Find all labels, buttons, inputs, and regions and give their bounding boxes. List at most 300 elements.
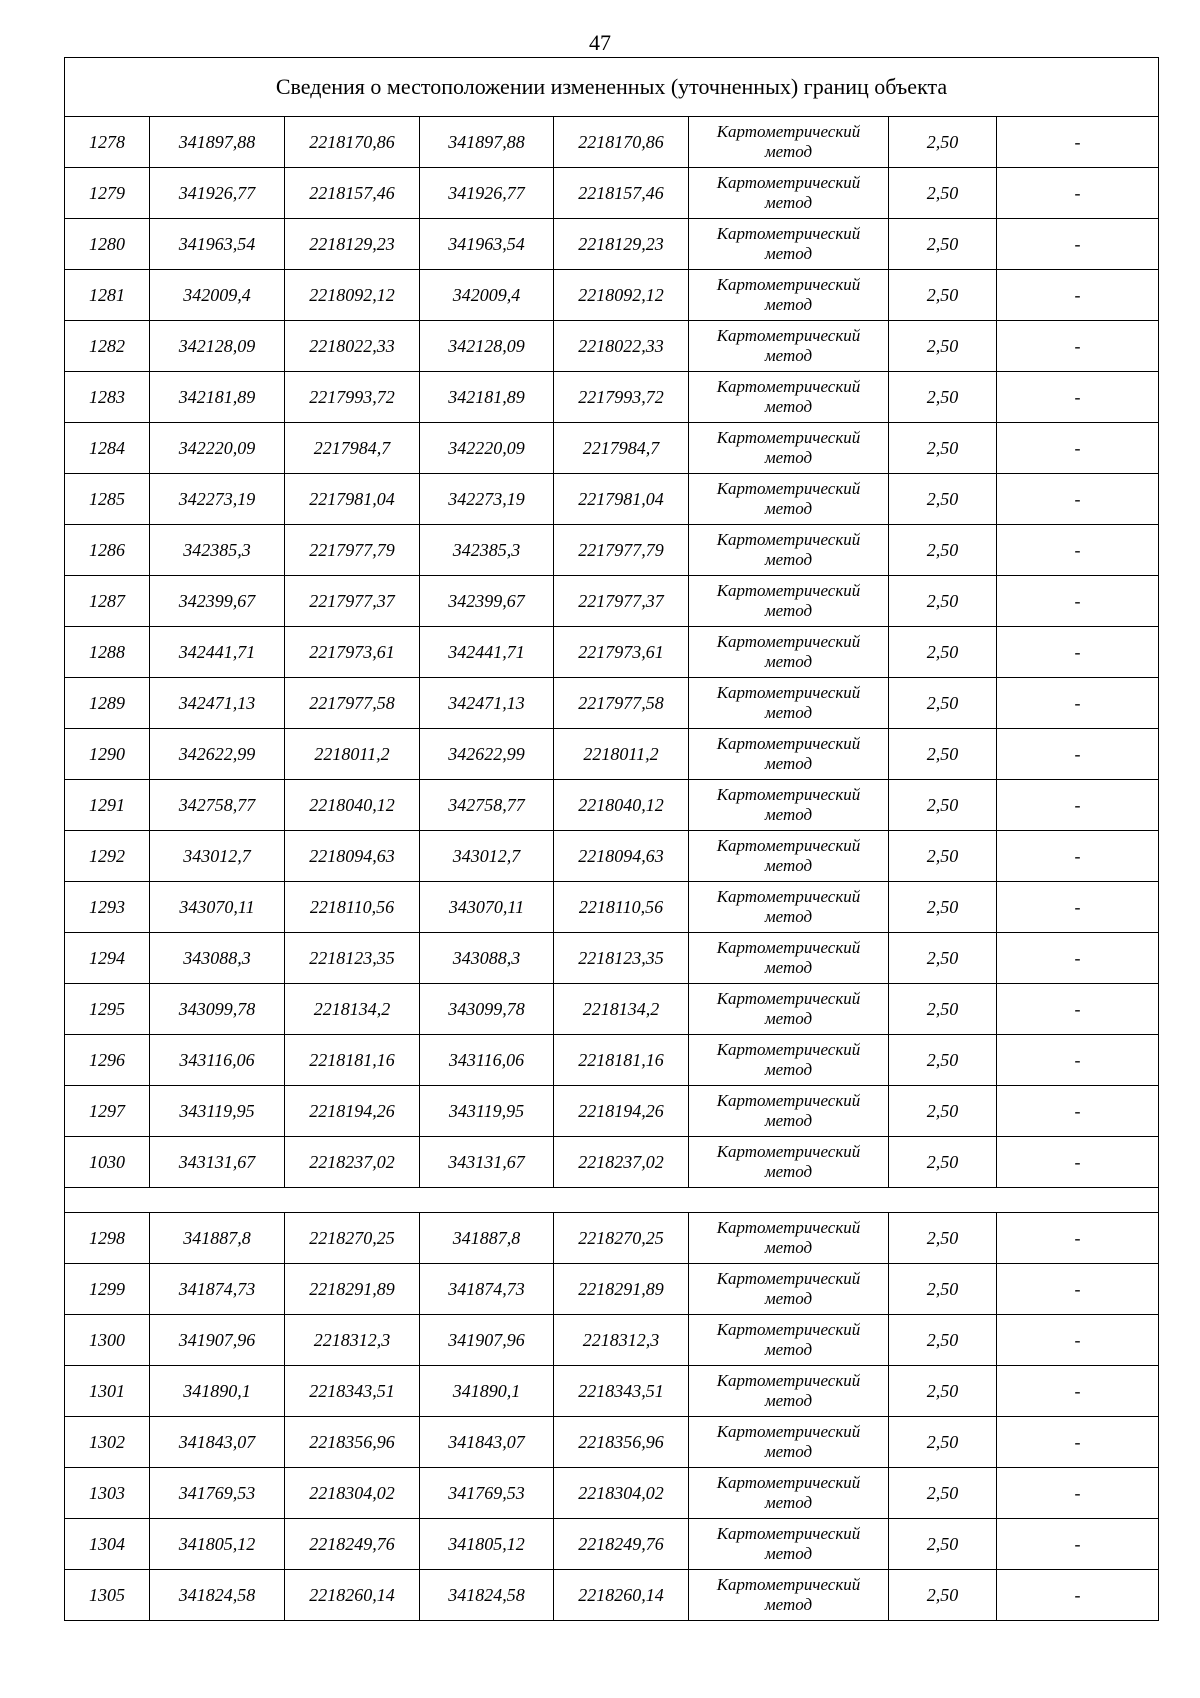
method-line-1: Картометрический (716, 122, 861, 141)
method-line-1: Картометрический (716, 428, 861, 447)
method-line-1: Картометрический (716, 989, 861, 1008)
method-line-2: метод (764, 193, 813, 212)
method-line-2: метод (764, 1060, 813, 1079)
existing-x-cell: 342009,4 (150, 270, 285, 321)
existing-x-cell: 343088,3 (150, 933, 285, 984)
refined-y-cell: 2218123,35 (554, 933, 689, 984)
existing-y-cell: 2218157,46 (285, 168, 420, 219)
existing-x-cell: 341887,8 (150, 1213, 285, 1264)
point-number-cell: 1289 (65, 678, 150, 729)
table-row (65, 1264, 1159, 1315)
existing-y-cell: 2218356,96 (285, 1417, 420, 1468)
refined-x-cell: 342181,89 (420, 372, 554, 423)
method-line-1: Картометрический (716, 1575, 861, 1594)
note-cell: - (997, 270, 1159, 321)
table-row (65, 933, 1159, 984)
refined-x-cell: 342441,71 (420, 627, 554, 678)
point-number-cell: 1290 (65, 729, 150, 780)
method-cell (689, 1468, 889, 1519)
method-line-2: метод (764, 142, 813, 161)
method-line-1: Картометрический (716, 887, 861, 906)
refined-x-cell: 342385,3 (420, 525, 554, 576)
method-cell (689, 831, 889, 882)
refined-x-cell: 343131,67 (420, 1137, 554, 1188)
group-separator-cell (65, 1188, 1159, 1213)
method-cell (689, 117, 889, 168)
note-cell: - (997, 831, 1159, 882)
method-cell (689, 1035, 889, 1086)
refined-x-cell: 342220,09 (420, 423, 554, 474)
table-row (65, 831, 1159, 882)
point-number-cell: 1030 (65, 1137, 150, 1188)
note-cell: - (997, 627, 1159, 678)
point-number-cell: 1286 (65, 525, 150, 576)
method-line-2: метод (764, 601, 813, 620)
refined-y-cell: 2218157,46 (554, 168, 689, 219)
note-cell: - (997, 780, 1159, 831)
refined-x-cell: 341887,8 (420, 1213, 554, 1264)
method-line-2: метод (764, 805, 813, 824)
boundary-table-container (64, 57, 1158, 1621)
method-line-2: метод (764, 1162, 813, 1181)
refined-y-cell: 2218092,12 (554, 270, 689, 321)
point-number-cell: 1287 (65, 576, 150, 627)
table-row (65, 219, 1159, 270)
existing-x-cell: 341890,1 (150, 1366, 285, 1417)
method-line-1: Картометрический (716, 1142, 861, 1161)
existing-x-cell: 342622,99 (150, 729, 285, 780)
accuracy-cell: 2,50 (889, 576, 997, 627)
accuracy-cell: 2,50 (889, 270, 997, 321)
method-line-2: метод (764, 703, 813, 722)
method-line-2: метод (764, 856, 813, 875)
method-line-2: метод (764, 550, 813, 569)
method-line-2: метод (764, 1493, 813, 1512)
method-cell (689, 780, 889, 831)
method-cell (689, 729, 889, 780)
point-number-cell: 1297 (65, 1086, 150, 1137)
table-title-row (65, 58, 1159, 117)
table-row (65, 1315, 1159, 1366)
point-number-cell: 1298 (65, 1213, 150, 1264)
method-cell (689, 627, 889, 678)
accuracy-cell: 2,50 (889, 321, 997, 372)
refined-y-cell: 2218170,86 (554, 117, 689, 168)
table-row (65, 1519, 1159, 1570)
refined-y-cell: 2218022,33 (554, 321, 689, 372)
existing-y-cell: 2217977,58 (285, 678, 420, 729)
existing-x-cell: 343012,7 (150, 831, 285, 882)
existing-y-cell: 2217981,04 (285, 474, 420, 525)
method-line-1: Картометрический (716, 1218, 861, 1237)
note-cell: - (997, 117, 1159, 168)
point-number-cell: 1296 (65, 1035, 150, 1086)
table-row (65, 372, 1159, 423)
existing-y-cell: 2217993,72 (285, 372, 420, 423)
refined-y-cell: 2218356,96 (554, 1417, 689, 1468)
point-number-cell: 1282 (65, 321, 150, 372)
method-line-2: метод (764, 1595, 813, 1614)
existing-y-cell: 2218123,35 (285, 933, 420, 984)
refined-y-cell: 2218194,26 (554, 1086, 689, 1137)
note-cell: - (997, 1035, 1159, 1086)
point-number-cell: 1280 (65, 219, 150, 270)
table-row (65, 525, 1159, 576)
note-cell: - (997, 1570, 1159, 1621)
method-cell (689, 933, 889, 984)
method-cell (689, 882, 889, 933)
refined-y-cell: 2218260,14 (554, 1570, 689, 1621)
refined-x-cell: 343012,7 (420, 831, 554, 882)
existing-y-cell: 2218040,12 (285, 780, 420, 831)
point-number-cell: 1295 (65, 984, 150, 1035)
accuracy-cell: 2,50 (889, 627, 997, 678)
refined-y-cell: 2218094,63 (554, 831, 689, 882)
existing-y-cell: 2218304,02 (285, 1468, 420, 1519)
method-line-2: метод (764, 652, 813, 671)
existing-y-cell: 2218170,86 (285, 117, 420, 168)
method-cell (689, 372, 889, 423)
method-line-1: Картометрический (716, 173, 861, 192)
table-row (65, 1417, 1159, 1468)
accuracy-cell: 2,50 (889, 372, 997, 423)
table-row (65, 984, 1159, 1035)
refined-y-cell: 2218011,2 (554, 729, 689, 780)
point-number-cell: 1302 (65, 1417, 150, 1468)
refined-x-cell: 343070,11 (420, 882, 554, 933)
method-cell (689, 1366, 889, 1417)
table-row (65, 780, 1159, 831)
method-cell (689, 321, 889, 372)
method-line-2: метод (764, 1442, 813, 1461)
accuracy-cell: 2,50 (889, 1213, 997, 1264)
point-number-cell: 1292 (65, 831, 150, 882)
table-row (65, 1213, 1159, 1264)
method-line-2: метод (764, 295, 813, 314)
existing-x-cell: 341963,54 (150, 219, 285, 270)
refined-x-cell: 341890,1 (420, 1366, 554, 1417)
method-line-1: Картометрический (716, 1320, 861, 1339)
existing-x-cell: 342441,71 (150, 627, 285, 678)
method-line-1: Картометрический (716, 1091, 861, 1110)
point-number-cell: 1279 (65, 168, 150, 219)
method-cell (689, 1315, 889, 1366)
refined-y-cell: 2218304,02 (554, 1468, 689, 1519)
method-cell (689, 525, 889, 576)
accuracy-cell: 2,50 (889, 678, 997, 729)
note-cell: - (997, 1417, 1159, 1468)
accuracy-cell: 2,50 (889, 933, 997, 984)
note-cell: - (997, 423, 1159, 474)
note-cell: - (997, 1086, 1159, 1137)
method-line-1: Картометрический (716, 836, 861, 855)
existing-x-cell: 342181,89 (150, 372, 285, 423)
note-cell: - (997, 474, 1159, 525)
note-cell: - (997, 321, 1159, 372)
accuracy-cell: 2,50 (889, 423, 997, 474)
method-cell (689, 423, 889, 474)
method-line-1: Картометрический (716, 530, 861, 549)
group-separator-row (65, 1188, 1159, 1213)
refined-x-cell: 342399,67 (420, 576, 554, 627)
refined-y-cell: 2218237,02 (554, 1137, 689, 1188)
accuracy-cell: 2,50 (889, 1086, 997, 1137)
method-cell (689, 576, 889, 627)
point-number-cell: 1299 (65, 1264, 150, 1315)
method-line-1: Картометрический (716, 1422, 861, 1441)
method-line-2: метод (764, 1111, 813, 1130)
refined-y-cell: 2218312,3 (554, 1315, 689, 1366)
existing-x-cell: 343070,11 (150, 882, 285, 933)
method-cell (689, 1570, 889, 1621)
accuracy-cell: 2,50 (889, 1570, 997, 1621)
refined-x-cell: 341897,88 (420, 117, 554, 168)
method-line-1: Картометрический (716, 1524, 861, 1543)
table-row (65, 1366, 1159, 1417)
table-row (65, 678, 1159, 729)
existing-y-cell: 2217977,79 (285, 525, 420, 576)
existing-y-cell: 2218291,89 (285, 1264, 420, 1315)
refined-x-cell: 342758,77 (420, 780, 554, 831)
note-cell: - (997, 729, 1159, 780)
existing-x-cell: 342758,77 (150, 780, 285, 831)
refined-y-cell: 2218129,23 (554, 219, 689, 270)
method-cell (689, 219, 889, 270)
accuracy-cell: 2,50 (889, 1468, 997, 1519)
existing-x-cell: 341897,88 (150, 117, 285, 168)
method-line-2: метод (764, 907, 813, 926)
existing-y-cell: 2218134,2 (285, 984, 420, 1035)
refined-y-cell: 2217981,04 (554, 474, 689, 525)
note-cell: - (997, 933, 1159, 984)
method-cell (689, 1137, 889, 1188)
method-line-2: метод (764, 1009, 813, 1028)
table-row (65, 1137, 1159, 1188)
note-cell: - (997, 984, 1159, 1035)
refined-x-cell: 341874,73 (420, 1264, 554, 1315)
table-title: Сведения о местоположении измененных (уточненных) границ объекта (65, 58, 1159, 117)
refined-x-cell: 342622,99 (420, 729, 554, 780)
note-cell: - (997, 525, 1159, 576)
existing-x-cell: 342399,67 (150, 576, 285, 627)
existing-x-cell: 342128,09 (150, 321, 285, 372)
method-line-1: Картометрический (716, 683, 861, 702)
method-line-1: Картометрический (716, 1473, 861, 1492)
point-number-cell: 1284 (65, 423, 150, 474)
method-line-2: метод (764, 958, 813, 977)
point-number-cell: 1293 (65, 882, 150, 933)
accuracy-cell: 2,50 (889, 117, 997, 168)
existing-x-cell: 342220,09 (150, 423, 285, 474)
refined-x-cell: 341805,12 (420, 1519, 554, 1570)
refined-y-cell: 2217973,61 (554, 627, 689, 678)
note-cell: - (997, 168, 1159, 219)
table-row (65, 882, 1159, 933)
point-number-cell: 1294 (65, 933, 150, 984)
point-number-cell: 1301 (65, 1366, 150, 1417)
accuracy-cell: 2,50 (889, 525, 997, 576)
refined-x-cell: 342471,13 (420, 678, 554, 729)
accuracy-cell: 2,50 (889, 219, 997, 270)
refined-x-cell: 343116,06 (420, 1035, 554, 1086)
table-row (65, 423, 1159, 474)
refined-y-cell: 2217984,7 (554, 423, 689, 474)
method-cell (689, 474, 889, 525)
refined-y-cell: 2218181,16 (554, 1035, 689, 1086)
existing-x-cell: 341805,12 (150, 1519, 285, 1570)
method-line-1: Картометрический (716, 224, 861, 243)
existing-x-cell: 341769,53 (150, 1468, 285, 1519)
method-line-2: метод (764, 499, 813, 518)
table-row (65, 1468, 1159, 1519)
method-line-1: Картометрический (716, 1371, 861, 1390)
point-number-cell: 1303 (65, 1468, 150, 1519)
accuracy-cell: 2,50 (889, 1366, 997, 1417)
refined-x-cell: 342009,4 (420, 270, 554, 321)
point-number-cell: 1281 (65, 270, 150, 321)
method-line-2: метод (764, 1289, 813, 1308)
method-cell (689, 984, 889, 1035)
existing-y-cell: 2217973,61 (285, 627, 420, 678)
method-line-2: метод (764, 1391, 813, 1410)
method-cell (689, 678, 889, 729)
refined-x-cell: 341963,54 (420, 219, 554, 270)
refined-y-cell: 2217977,79 (554, 525, 689, 576)
refined-x-cell: 341769,53 (420, 1468, 554, 1519)
table-row (65, 1086, 1159, 1137)
existing-y-cell: 2218270,25 (285, 1213, 420, 1264)
accuracy-cell: 2,50 (889, 831, 997, 882)
note-cell: - (997, 1213, 1159, 1264)
method-line-2: метод (764, 1544, 813, 1563)
method-line-1: Картометрический (716, 632, 861, 651)
note-cell: - (997, 1468, 1159, 1519)
method-line-2: метод (764, 244, 813, 263)
method-line-2: метод (764, 448, 813, 467)
refined-y-cell: 2218110,56 (554, 882, 689, 933)
existing-y-cell: 2217984,7 (285, 423, 420, 474)
refined-y-cell: 2218040,12 (554, 780, 689, 831)
accuracy-cell: 2,50 (889, 1137, 997, 1188)
refined-y-cell: 2218134,2 (554, 984, 689, 1035)
refined-x-cell: 342128,09 (420, 321, 554, 372)
method-cell (689, 1264, 889, 1315)
existing-y-cell: 2218343,51 (285, 1366, 420, 1417)
existing-y-cell: 2218110,56 (285, 882, 420, 933)
refined-y-cell: 2218249,76 (554, 1519, 689, 1570)
accuracy-cell: 2,50 (889, 1417, 997, 1468)
table-row (65, 321, 1159, 372)
refined-x-cell: 343088,3 (420, 933, 554, 984)
method-cell (689, 1086, 889, 1137)
existing-x-cell: 341874,73 (150, 1264, 285, 1315)
method-line-1: Картометрический (716, 479, 861, 498)
existing-x-cell: 343119,95 (150, 1086, 285, 1137)
point-number-cell: 1305 (65, 1570, 150, 1621)
refined-y-cell: 2218270,25 (554, 1213, 689, 1264)
existing-y-cell: 2218011,2 (285, 729, 420, 780)
table-row (65, 627, 1159, 678)
refined-x-cell: 342273,19 (420, 474, 554, 525)
table-row (65, 1035, 1159, 1086)
existing-y-cell: 2218129,23 (285, 219, 420, 270)
existing-y-cell: 2217977,37 (285, 576, 420, 627)
refined-x-cell: 341824,58 (420, 1570, 554, 1621)
method-line-2: метод (764, 754, 813, 773)
table-row (65, 576, 1159, 627)
refined-x-cell: 341843,07 (420, 1417, 554, 1468)
existing-x-cell: 341843,07 (150, 1417, 285, 1468)
method-line-1: Картометрический (716, 1040, 861, 1059)
accuracy-cell: 2,50 (889, 729, 997, 780)
accuracy-cell: 2,50 (889, 882, 997, 933)
refined-x-cell: 343099,78 (420, 984, 554, 1035)
accuracy-cell: 2,50 (889, 1264, 997, 1315)
accuracy-cell: 2,50 (889, 168, 997, 219)
refined-y-cell: 2217977,37 (554, 576, 689, 627)
existing-x-cell: 342273,19 (150, 474, 285, 525)
point-number-cell: 1283 (65, 372, 150, 423)
accuracy-cell: 2,50 (889, 1035, 997, 1086)
page-number: 47 (589, 30, 611, 55)
method-line-1: Картометрический (716, 275, 861, 294)
method-line-1: Картометрический (716, 581, 861, 600)
method-line-1: Картометрический (716, 326, 861, 345)
accuracy-cell: 2,50 (889, 780, 997, 831)
accuracy-cell: 2,50 (889, 474, 997, 525)
method-cell (689, 1519, 889, 1570)
existing-y-cell: 2218249,76 (285, 1519, 420, 1570)
point-number-cell: 1288 (65, 627, 150, 678)
existing-y-cell: 2218260,14 (285, 1570, 420, 1621)
existing-x-cell: 343131,67 (150, 1137, 285, 1188)
note-cell: - (997, 372, 1159, 423)
note-cell: - (997, 1315, 1159, 1366)
boundary-coordinates-table (64, 57, 1159, 1621)
method-line-1: Картометрический (716, 734, 861, 753)
table-row (65, 270, 1159, 321)
table-row (65, 474, 1159, 525)
existing-y-cell: 2218094,63 (285, 831, 420, 882)
refined-y-cell: 2217977,58 (554, 678, 689, 729)
method-line-1: Картометрический (716, 785, 861, 804)
point-number-cell: 1300 (65, 1315, 150, 1366)
table-row (65, 729, 1159, 780)
accuracy-cell: 2,50 (889, 1519, 997, 1570)
method-line-2: метод (764, 1238, 813, 1257)
table-row (65, 1570, 1159, 1621)
point-number-cell: 1285 (65, 474, 150, 525)
point-number-cell: 1291 (65, 780, 150, 831)
method-line-2: метод (764, 1340, 813, 1359)
existing-y-cell: 2218237,02 (285, 1137, 420, 1188)
method-line-1: Картометрический (716, 938, 861, 957)
point-number-cell: 1304 (65, 1519, 150, 1570)
existing-x-cell: 341926,77 (150, 168, 285, 219)
existing-y-cell: 2218092,12 (285, 270, 420, 321)
method-cell (689, 1417, 889, 1468)
existing-x-cell: 341824,58 (150, 1570, 285, 1621)
existing-x-cell: 343116,06 (150, 1035, 285, 1086)
method-cell (689, 1213, 889, 1264)
note-cell: - (997, 678, 1159, 729)
table-row (65, 117, 1159, 168)
method-cell (689, 168, 889, 219)
table-row (65, 168, 1159, 219)
note-cell: - (997, 1264, 1159, 1315)
existing-x-cell: 342471,13 (150, 678, 285, 729)
point-number-cell: 1278 (65, 117, 150, 168)
